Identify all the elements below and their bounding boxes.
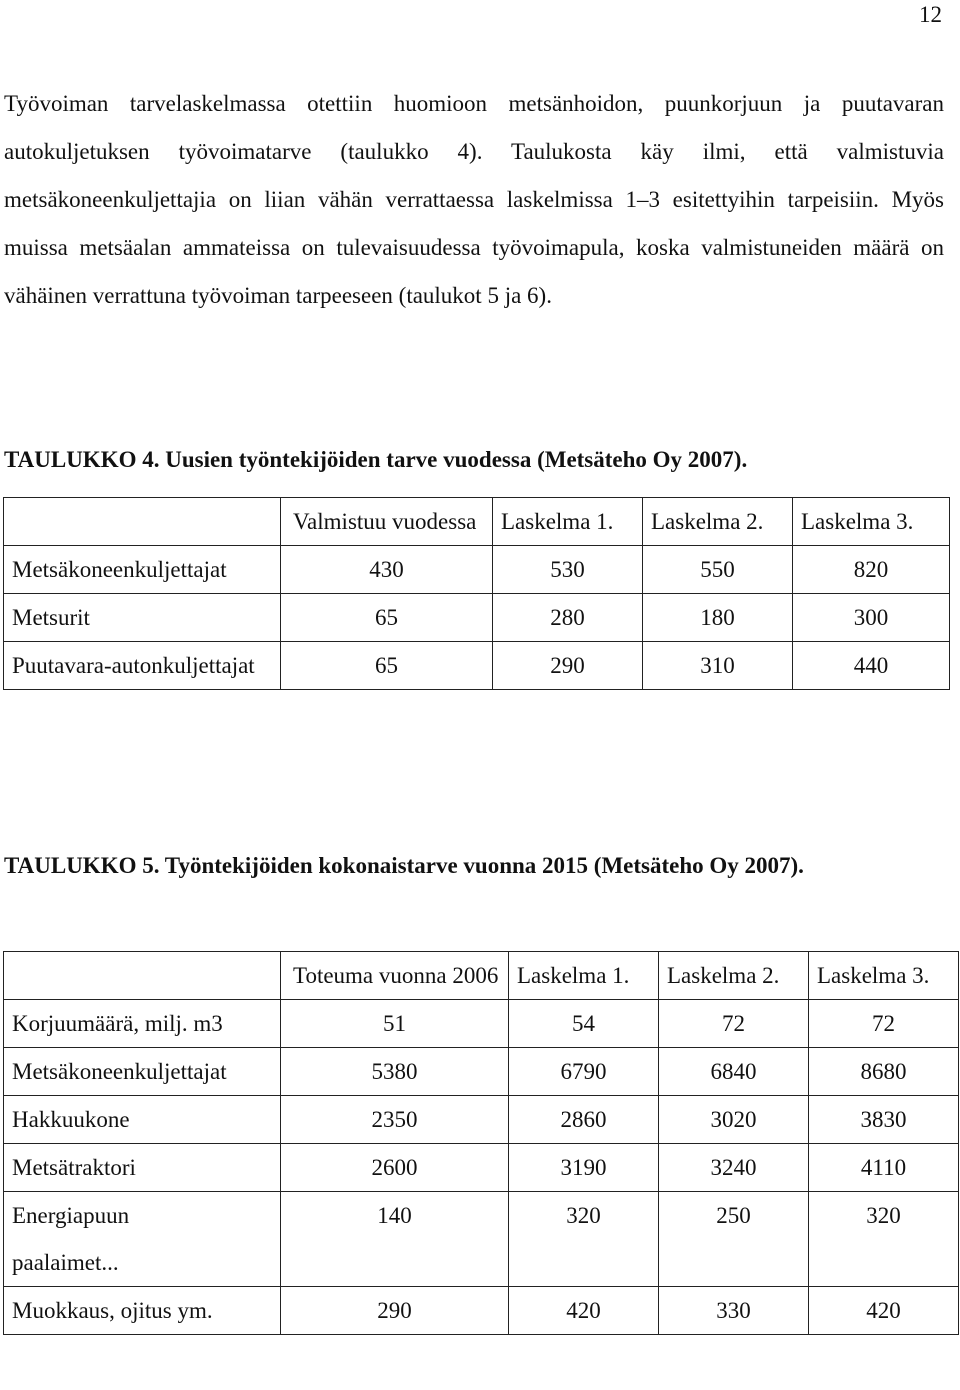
table-cell: 290 (281, 1287, 509, 1335)
table-cell: 550 (643, 546, 793, 594)
table-header-cell: Laskelma 1. (509, 952, 659, 1000)
table-cell: 3190 (509, 1144, 659, 1192)
row-label: Puutavara-autonkuljettajat (4, 642, 281, 690)
table-cell: 320 (809, 1192, 959, 1287)
table-cell: 430 (281, 546, 493, 594)
table-row (4, 1048, 959, 1096)
body-paragraph: Työvoiman tarvelaskelmassa otettiin huomioon metsänhoidon, puunkorjuun ja puutavaran autokuljetuksen työvoimatarve (taulukko 4). Taulukosta käy ilmi, että valmistuvia metsäkoneenkuljettajia on liian vähän verrattaessa laskelmissa 1–3 esitettyihin tarpeisiin. Myös muissa metsäalan ammateissa on tulevaisuudessa työvoimapula, koska valmistuneiden määrä on vähäinen verrattuna työvoiman tarpeeseen (taulukot 5 ja 6). (4, 91, 944, 308)
table-cell: 54 (509, 1000, 659, 1048)
table-cell: 65 (281, 594, 493, 642)
table-row (4, 1192, 959, 1287)
table-cell: 4110 (809, 1144, 959, 1192)
table-header-row (4, 498, 950, 546)
table-cell: 2860 (509, 1096, 659, 1144)
table-cell: 300 (793, 594, 950, 642)
table-cell: 6790 (509, 1048, 659, 1096)
table-row (4, 546, 950, 594)
table-4-caption: TAULUKKO 4. Uusien työntekijöiden tarve vuodessa (Metsäteho Oy 2007). (4, 447, 748, 472)
table-cell: 420 (509, 1287, 659, 1335)
table-row (4, 1000, 959, 1048)
row-label: Metsätraktori (4, 1144, 281, 1192)
table-cell: 820 (793, 546, 950, 594)
row-label: Hakkuukone (4, 1096, 281, 1144)
table-header-cell (4, 498, 281, 546)
table-cell: 2600 (281, 1144, 509, 1192)
row-label: Metsäkoneenkuljettajat (4, 546, 281, 594)
table-cell: 5380 (281, 1048, 509, 1096)
table-row (4, 594, 950, 642)
table-cell: 420 (809, 1287, 959, 1335)
table-header-cell: Laskelma 2. (659, 952, 809, 1000)
table-cell: 330 (659, 1287, 809, 1335)
table-header-cell: Laskelma 3. (793, 498, 950, 546)
table-cell: 290 (493, 642, 643, 690)
table-cell: 320 (509, 1192, 659, 1287)
table-cell: 65 (281, 642, 493, 690)
table-header-cell: Laskelma 2. (643, 498, 793, 546)
table-header-row (4, 952, 959, 1000)
table-header-cell: Valmistuu vuodessa (281, 498, 493, 546)
table-cell: 3830 (809, 1096, 959, 1144)
table-cell: 72 (659, 1000, 809, 1048)
table-row (4, 1287, 959, 1335)
table-cell: 6840 (659, 1048, 809, 1096)
table-header-cell: Toteuma vuonna 2006 (281, 952, 509, 1000)
row-label: Metsäkoneenkuljettajat (4, 1048, 281, 1096)
table-cell: 310 (643, 642, 793, 690)
page-number: 12 (919, 2, 942, 27)
row-label: Metsurit (4, 594, 281, 642)
table-cell: 280 (493, 594, 643, 642)
table-row (4, 1144, 959, 1192)
table-cell: 250 (659, 1192, 809, 1287)
table-5 (3, 951, 959, 1335)
row-label: Muokkaus, ojitus ym. (4, 1287, 281, 1335)
table-cell: 72 (809, 1000, 959, 1048)
table-row (4, 642, 950, 690)
table-header-cell: Laskelma 1. (493, 498, 643, 546)
table-cell: 530 (493, 546, 643, 594)
table-cell: 51 (281, 1000, 509, 1048)
table-5-caption: TAULUKKO 5. Työntekijöiden kokonaistarve vuonna 2015 (Metsäteho Oy 2007). (4, 853, 804, 878)
table-header-cell: Laskelma 3. (809, 952, 959, 1000)
table-cell: 8680 (809, 1048, 959, 1096)
table-row (4, 1096, 959, 1144)
table-cell: 3020 (659, 1096, 809, 1144)
table-cell: 180 (643, 594, 793, 642)
row-label: Korjuumäärä, milj. m3 (4, 1000, 281, 1048)
row-label: Energiapuun paalaimet... (4, 1192, 281, 1287)
table-cell: 3240 (659, 1144, 809, 1192)
table-4 (3, 497, 950, 690)
table-cell: 140 (281, 1192, 509, 1287)
table-cell: 2350 (281, 1096, 509, 1144)
table-cell: 440 (793, 642, 950, 690)
table-header-cell (4, 952, 281, 1000)
